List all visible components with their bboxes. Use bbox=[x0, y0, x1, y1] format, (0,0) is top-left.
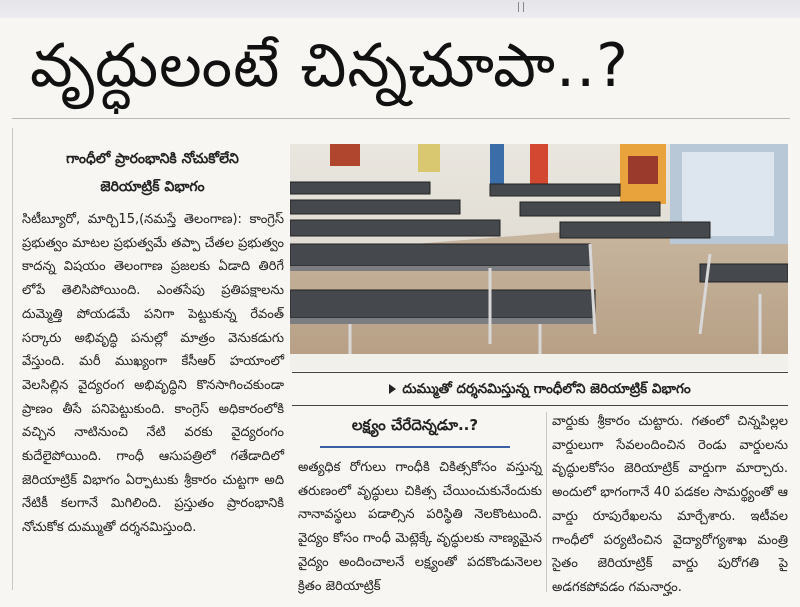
caption-arrow-icon bbox=[389, 384, 396, 394]
column-divider-left bbox=[12, 128, 13, 590]
hospital-ward-image bbox=[290, 144, 788, 371]
column-3 bbox=[552, 410, 788, 600]
headline: వృద్ధులంటే చిన్నచూపా..? bbox=[30, 31, 630, 101]
column-1-paragraph: సిటీబ్యూరో, మార్చి15,(నమస్తే తెలంగాణ): కాంగ్రెస్ ప్రభుత్వం మాటల ప్రభుత్వమే తప్పా చేతల ప్రభుత్వం కాదన్న విషయం తెలంగాణ ప్రజలకు ఏడాది తిరిగే లోపే తెలిసిపోయింది. ఎంతసేపు ప్రతిపక్షాలను దుమ్మెత్తి పోయడమే పనిగా పెట్టుకున్న రేవంత్ సర్కారు అభివృద్ధి పనుల్లో మాత్రం వెనుకడుగు వేస్తుంది. మరీ ముఖ్యంగా కేసీఆర్ హయాంలో వెలసిల్లిన వైద్యరంగ అభివృద్ధిని కొనసాగించకుండా ప్రాణం తీసే పనిపెట్టుకుంది. కాంగ్రెస్ అధికారంలోకి వచ్చిన నాటినుంచి నేటి వరకు వైద్యరంగం కుదేలైపోయింది. గాంధీ ఆసుపత్రిలో గతేడాదిలో జెరియాట్రిక్ విభాగం ఏర్పాటుకు శ్రీకారం చుట్టగా అది నేటికీ కలగానే మిగిలింది. ప్రస్తుతం ప్రారంభానికి నోచుకోక దుమ్ముతో దర్శనమిస్తుంది. bbox=[22, 212, 284, 536]
column-2-paragraph: అత్యధిక రోగులు గాంధీకి చికిత్సకోసం వస్తున్న తరుణంలో వృద్ధులు చికిత్స చేయించుకునేందుకు నానావస్థలు పడాల్సిన పరిస్థితి నెలకొంటుంది. వైద్యం కోసం గాంధీ మెట్లెక్కే వృద్ధులకు నాణ్యమైన వైద్యం అందించాలనే లక్ష్యంతో పదకొండునెలల క్రితం జెరియాట్రిక్ bbox=[298, 460, 542, 594]
top-band bbox=[0, 0, 800, 18]
subhead-2-underline bbox=[320, 446, 510, 448]
headline-rule bbox=[12, 118, 790, 119]
page-marker-icon bbox=[518, 2, 524, 12]
ward-photo bbox=[290, 144, 788, 371]
subhead-2 bbox=[290, 410, 540, 440]
photo-caption-text: దుమ్ముతో దర్శనమిస్తున్న గాంధీలోని జెరియాట్రిక్ విభాగం bbox=[402, 381, 691, 397]
column-1 bbox=[22, 208, 284, 540]
column-2 bbox=[298, 456, 542, 598]
column-divider-mid bbox=[546, 412, 547, 592]
subhead-line-2: జెరియాట్రిక్ విభాగం bbox=[100, 179, 205, 195]
subhead-line-1: గాంధీలో ప్రారంభానికి నోచుకోలేని bbox=[66, 151, 239, 167]
subhead-2-text: లక్ష్యం చేరేదెన్నడూ..? bbox=[351, 416, 479, 434]
photo-caption bbox=[292, 372, 788, 406]
column-3-paragraph: వార్డుకు శ్రీకారం చుట్టారు. గతంలో చిన్నపిల్లల వార్డులుగా సేవలందించిన రెండు వార్డులను వృద్ధులకోసం జెరియాట్రిక్ వార్డుగా మార్చారు. అందులో భాగంగానే 40 పడకల సామర్థ్యంతో ఆ వార్డు రూపురేఖలను మార్చేశారు. ఇటీవల గాంధీలో పర్యటించిన వైద్యారోగ్యశాఖ మంత్రి సైతం జెరియాట్రిక్ వార్డు పురోగతి పై అడగకపోవడం గమనార్హం. bbox=[552, 414, 788, 595]
